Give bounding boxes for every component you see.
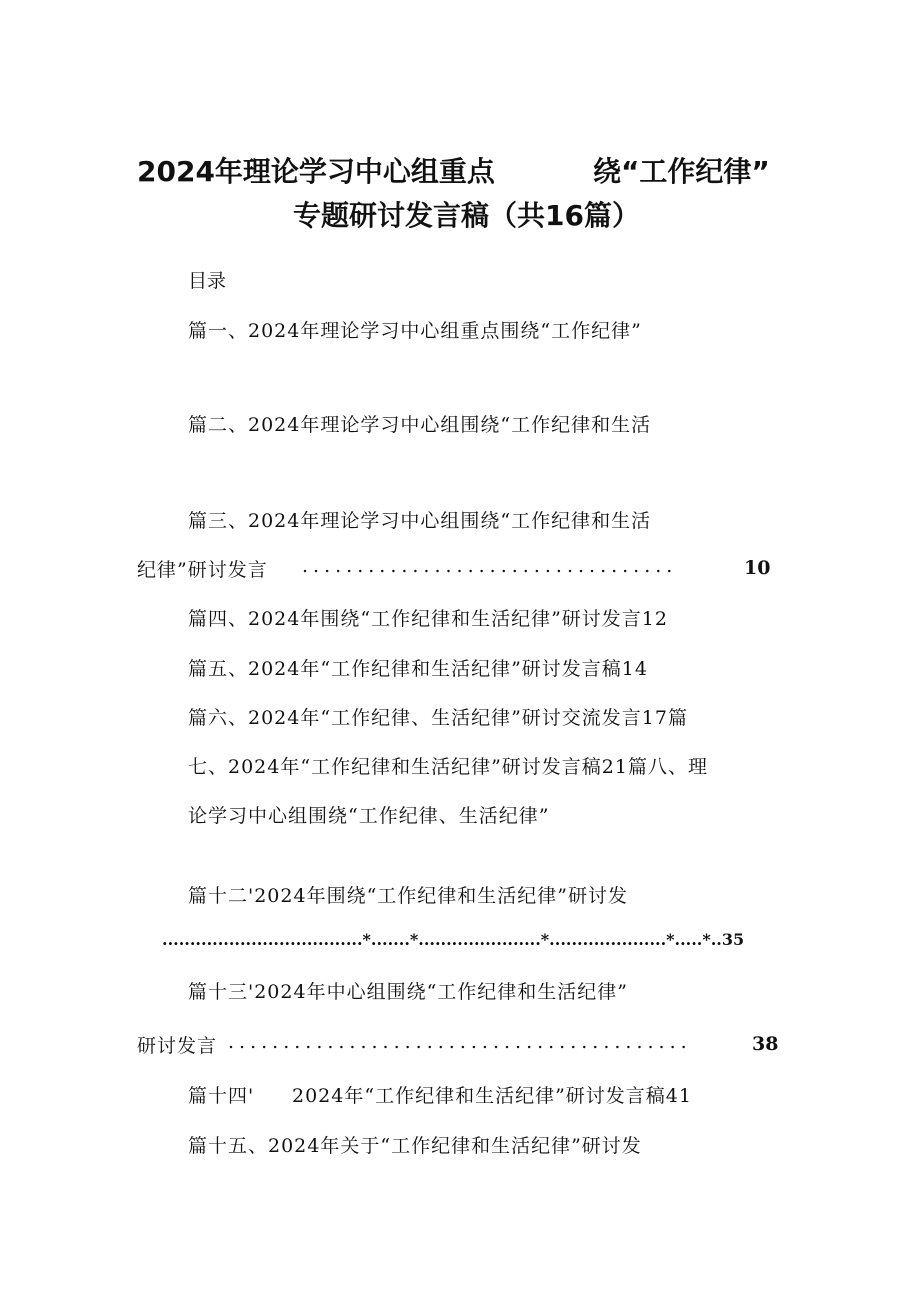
toc-entry-14-prefix: 篇十四' (188, 1085, 255, 1107)
toc-entry-13-line-2: 研讨发言 (137, 1035, 218, 1057)
toc-entry-2: 篇二、2024年理论学习中心组围绕“工作纪律和生活 (188, 414, 652, 436)
toc-entry-13-page-number: 38 (752, 1033, 779, 1055)
title-line-1-part-2: 绕“工作纪律” (593, 155, 770, 188)
toc-entry-7: 七、2024年“工作纪律和生活纪律”研讨发言稿21篇八、理 (188, 756, 708, 778)
toc-entry-5: 篇五、2024年“工作纪律和生活纪律”研讨发言稿14 (188, 658, 648, 680)
toc-entry-14: 2024年“工作纪律和生活纪律”研讨发言稿41 (292, 1085, 692, 1107)
toc-entry-3-line-1: 篇三、2024年理论学习中心组围绕“工作纪律和生活 (188, 510, 652, 532)
title-line-2: 专题研讨发言稿（共16篇） (293, 199, 640, 232)
toc-entry-6: 篇六、2024年“工作纪律、生活纪律”研讨交流发言17篇 (188, 707, 688, 729)
toc-entry-3-page-number: 10 (744, 557, 771, 579)
toc-entry-1: 篇一、2024年理论学习中心组重点围绕“工作纪律” (188, 320, 642, 342)
title-line-1-part-1: 2024年理论学习中心组重点 (137, 155, 495, 188)
toc-entry-4: 篇四、2024年围绕“工作纪律和生活纪律”研讨发言12 (188, 608, 668, 630)
toc-entry-8: 论学习中心组围绕“工作纪律、生活纪律” (188, 805, 550, 827)
toc-entry-13-line-1: 篇十三'2024年中心组围绕“工作纪律和生活纪律” (188, 981, 629, 1003)
toc-heading: 目录 (188, 270, 227, 292)
toc-entry-3-line-2: 纪律”研讨发言 (137, 559, 268, 581)
toc-entry-15: 篇十五、2024年关于“工作纪律和生活纪律”研讨发 (188, 1135, 642, 1157)
toc-entry-13-leader-dots: .......................................... (228, 1031, 692, 1053)
toc-entry-12-line-1: 篇十二'2024年围绕“工作纪律和生活纪律”研讨发 (188, 885, 629, 907)
toc-entry-12-line-2: ....................................*.......*......................*.....................*.....*..35 (162, 930, 745, 949)
toc-entry-3-leader-dots: .................................. (302, 555, 678, 577)
